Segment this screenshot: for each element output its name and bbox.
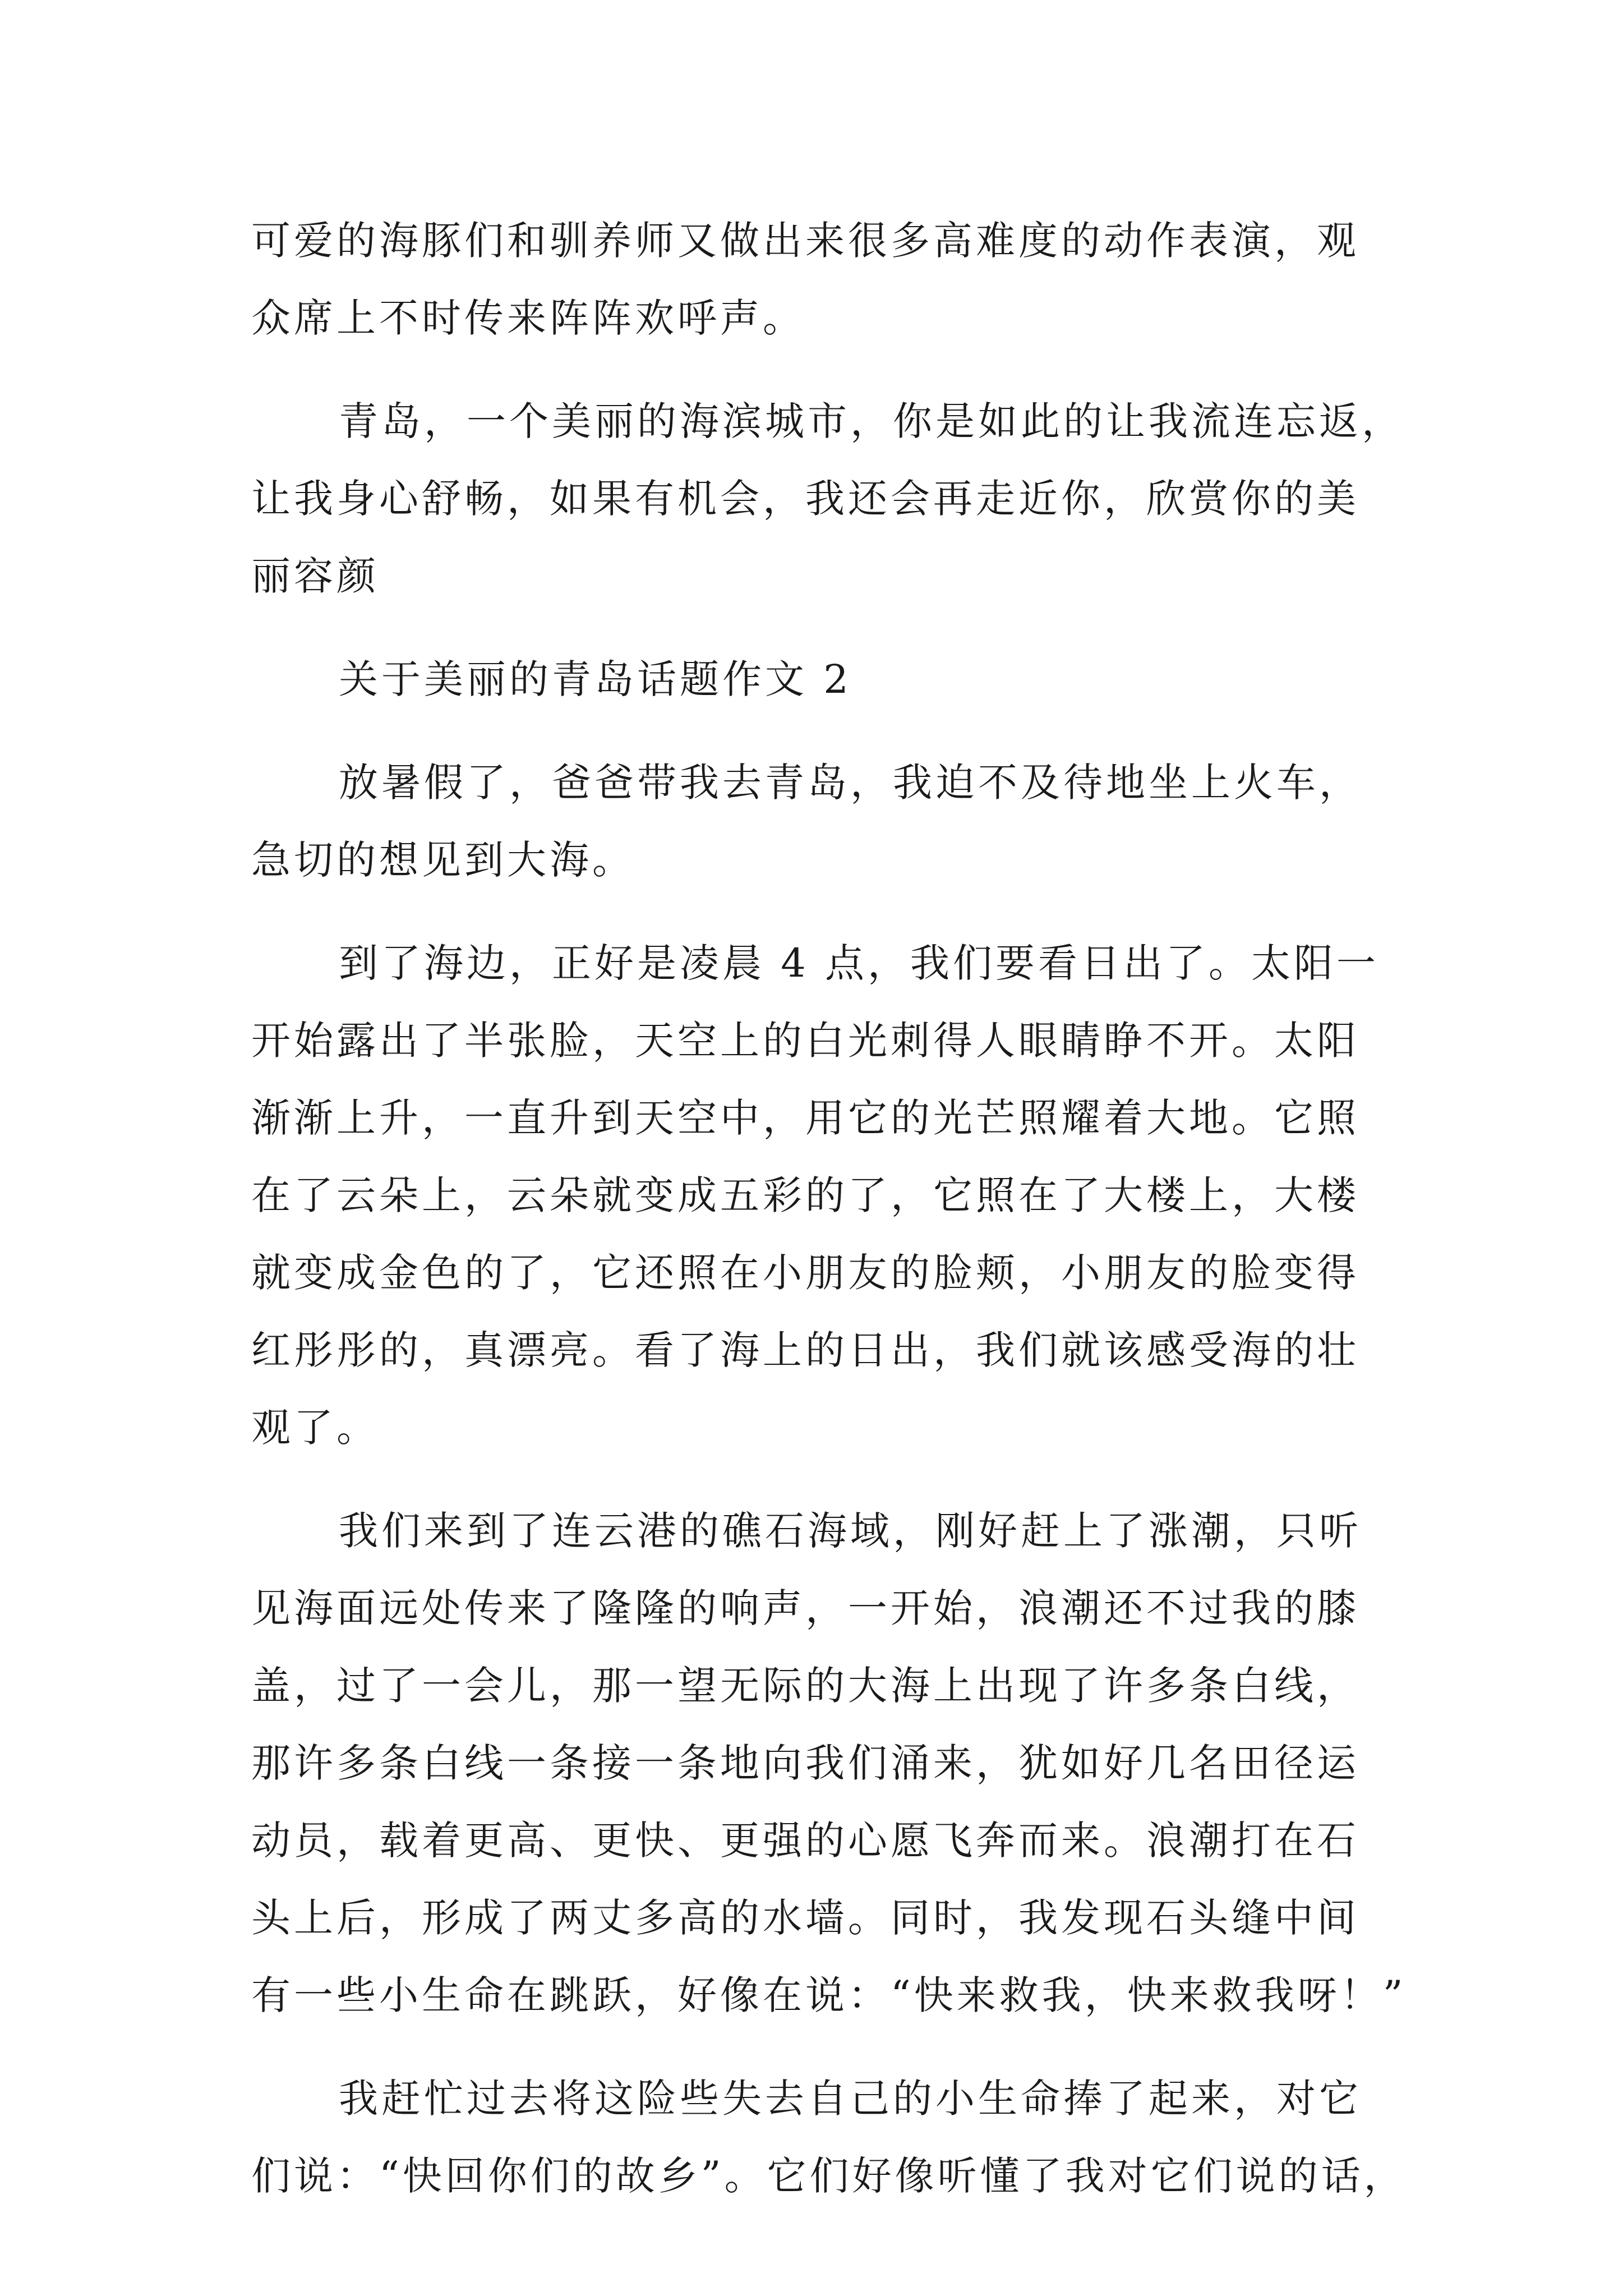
paragraph-tide	[251, 1492, 1407, 2034]
paragraph-dolphin-show	[251, 202, 1384, 357]
text-line: 让我身心舒畅，如果有机会，我还会再走近你，欣赏你的美	[251, 476, 1359, 522]
paragraph-spacer	[251, 615, 1384, 641]
text-line: 我赶忙过去将这险些失去自己的小生命捧了起来，对它	[339, 2076, 1362, 2122]
text-line: 丽容颜	[251, 553, 379, 599]
text-line: 渐渐上升，一直升到天空中，用它的光芒照耀着大地。它照	[251, 1095, 1359, 1141]
essay-title	[251, 641, 1384, 718]
text-line: 可爱的海豚们和驯养师又做出来很多高难度的动作表演，观	[251, 218, 1359, 264]
text-line: 红彤彤的，真漂亮。看了海上的日出，我们就该感受海的壮	[251, 1327, 1359, 1373]
paragraph-spacer	[251, 1466, 1384, 1492]
paragraph-spacer	[251, 899, 1384, 924]
paragraph-spacer	[251, 2034, 1384, 2060]
paragraph-summer-trip	[251, 744, 1384, 899]
text-line: 放暑假了，爸爸带我去青岛，我迫不及待地坐上火车，	[339, 760, 1362, 806]
text-line: 那许多条白线一条接一条地向我们涌来，犹如好几名田径运	[251, 1740, 1359, 1786]
text-line: 观了。	[251, 1405, 379, 1451]
essay-title-text: 关于美丽的青岛话题作文 2	[339, 656, 852, 702]
text-line: 盖，过了一会儿，那一望无际的大海上出现了许多条白线，	[251, 1663, 1359, 1709]
paragraph-spacer	[251, 357, 1384, 383]
paragraph-rescue	[251, 2060, 1407, 2215]
text-line: 有一些小生命在跳跃，好像在说：“快来救我，快来救我呀！”	[251, 1972, 1407, 2018]
essay-body	[251, 202, 1407, 2215]
text-line: 到了海边，正好是凌晨 4 点，我们要看日出了。太阳一	[339, 940, 1380, 986]
text-line: 急切的想见到大海。	[251, 837, 635, 883]
text-line: 头上后，形成了两丈多高的水墙。同时，我发现石头缝中间	[251, 1895, 1359, 1941]
paragraph-qingdao-conclusion	[251, 383, 1404, 615]
paragraph-spacer	[251, 718, 1384, 744]
text-line: 众席上不时传来阵阵欢呼声。	[251, 295, 805, 341]
text-line: 就变成金色的了，它还照在小朋友的脸颊，小朋友的脸变得	[251, 1250, 1359, 1296]
text-line: 青岛，一个美丽的海滨城市，你是如此的让我流连忘返，	[339, 398, 1404, 444]
text-line: 见海面远处传来了隆隆的响声，一开始，浪潮还不过我的膝	[251, 1585, 1359, 1631]
text-line: 动员，载着更高、更快、更强的心愿飞奔而来。浪潮打在石	[251, 1818, 1359, 1864]
text-line: 在了云朵上，云朵就变成五彩的了，它照在了大楼上，大楼	[251, 1172, 1359, 1218]
paragraph-sunrise	[251, 924, 1384, 1466]
text-line: 开始露出了半张脸，天空上的白光刺得人眼睛睁不开。太阳	[251, 1018, 1359, 1064]
text-line: 们说：“快回你们的故乡”。它们好像听懂了我对它们说的话，	[251, 2153, 1407, 2199]
text-line: 我们来到了连云港的礁石海域，刚好赶上了涨潮，只听	[339, 1508, 1362, 1554]
